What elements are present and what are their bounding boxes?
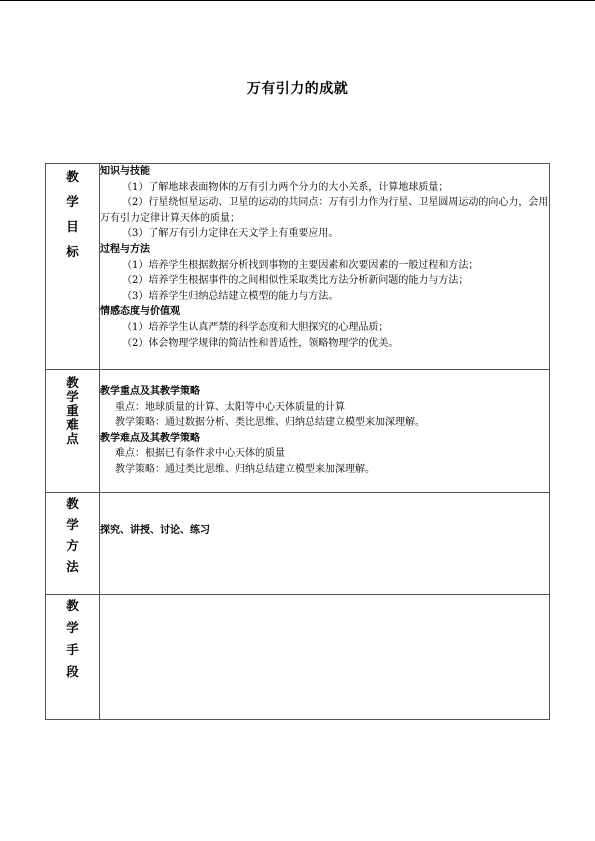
objective-item: （1）培养学生认真严禁的科学态度和大胆探究的心理品质； [122, 321, 389, 333]
label-char: 学 [66, 517, 79, 532]
methods-text: 探究、讲授、讨论、练习 [100, 525, 210, 536]
lesson-plan-table [45, 163, 550, 720]
label-char: 学 [66, 389, 79, 404]
label-char: 目 [66, 219, 79, 234]
label-char: 学 [66, 194, 79, 209]
label-char: 教 [66, 169, 79, 184]
section-heading-knowledge: 知识与技能 [100, 166, 150, 177]
section-heading-attitude: 情感态度与价值观 [100, 306, 180, 318]
top-rule [0, 0, 595, 1]
objective-item: （1）了解地球表面物体的万有引力两个分力的大小关系，计算地球质量； [122, 181, 449, 193]
key-point-heading: 教学重点及其教学策略 [100, 386, 200, 397]
label-char: 教 [66, 375, 79, 390]
label-char: 难 [66, 417, 79, 432]
methods-row [46, 493, 550, 595]
key-points-row [46, 370, 550, 493]
methods-label [46, 493, 100, 595]
objective-item: （2）行星绕恒星运动、卫星的运动的共同点：万有引力作为行星、卫星圆周运动的向心力，会用万有引力定律计算天体的质量； [100, 197, 549, 224]
difficult-point-text: 难点：根据已有条件求中心天体的质量 [115, 448, 285, 460]
label-char: 教 [66, 598, 79, 613]
key-points-content [100, 370, 550, 493]
means-content [100, 595, 550, 720]
objective-item: （2）体会物理学规律的简洁性和普适性，领略物理学的优美。 [122, 337, 399, 349]
objectives-row [46, 164, 550, 370]
document-title: 万有引力的成就 [246, 81, 349, 97]
means-row [46, 595, 550, 720]
means-label [46, 595, 100, 720]
key-point-text: 重点：地球质量的计算、太阳等中心天体质量的计算 [115, 401, 345, 413]
label-char: 手 [66, 642, 79, 657]
objective-item: （2）培养学生根据事件的之间相似性采取类比方法分析新问题的能力与方法； [122, 275, 469, 287]
methods-content [100, 493, 550, 595]
key-point-strategy: 教学策略：通过数据分析、类比思维、归纳总结建立模型来加深理解。 [115, 417, 425, 429]
objective-item: （3）培养学生归纳总结建立模型的能力与方法。 [122, 290, 339, 302]
label-char: 点 [66, 431, 79, 446]
objective-item: （1）培养学生根据数据分析找到事物的主要因素和次要因素的一般过程和方法； [122, 259, 479, 271]
difficult-point-heading: 教学难点及其教学策略 [100, 432, 200, 444]
label-char: 教 [66, 496, 79, 511]
label-char: 段 [66, 664, 79, 679]
objectives-content [100, 164, 550, 370]
difficult-point-strategy: 教学策略：通过类比思维、归纳总结建立模型来加深理解。 [115, 463, 375, 475]
label-char: 学 [66, 620, 79, 635]
section-heading-process: 过程与方法 [100, 243, 150, 255]
label-char: 法 [66, 559, 79, 574]
label-char: 方 [66, 538, 79, 553]
objective-item: （3）了解万有引力定律在天文学上有重要应用。 [122, 228, 339, 240]
key-points-label [46, 370, 100, 493]
label-char: 标 [66, 244, 79, 259]
objectives-label [46, 164, 100, 370]
label-char: 重 [66, 403, 79, 418]
